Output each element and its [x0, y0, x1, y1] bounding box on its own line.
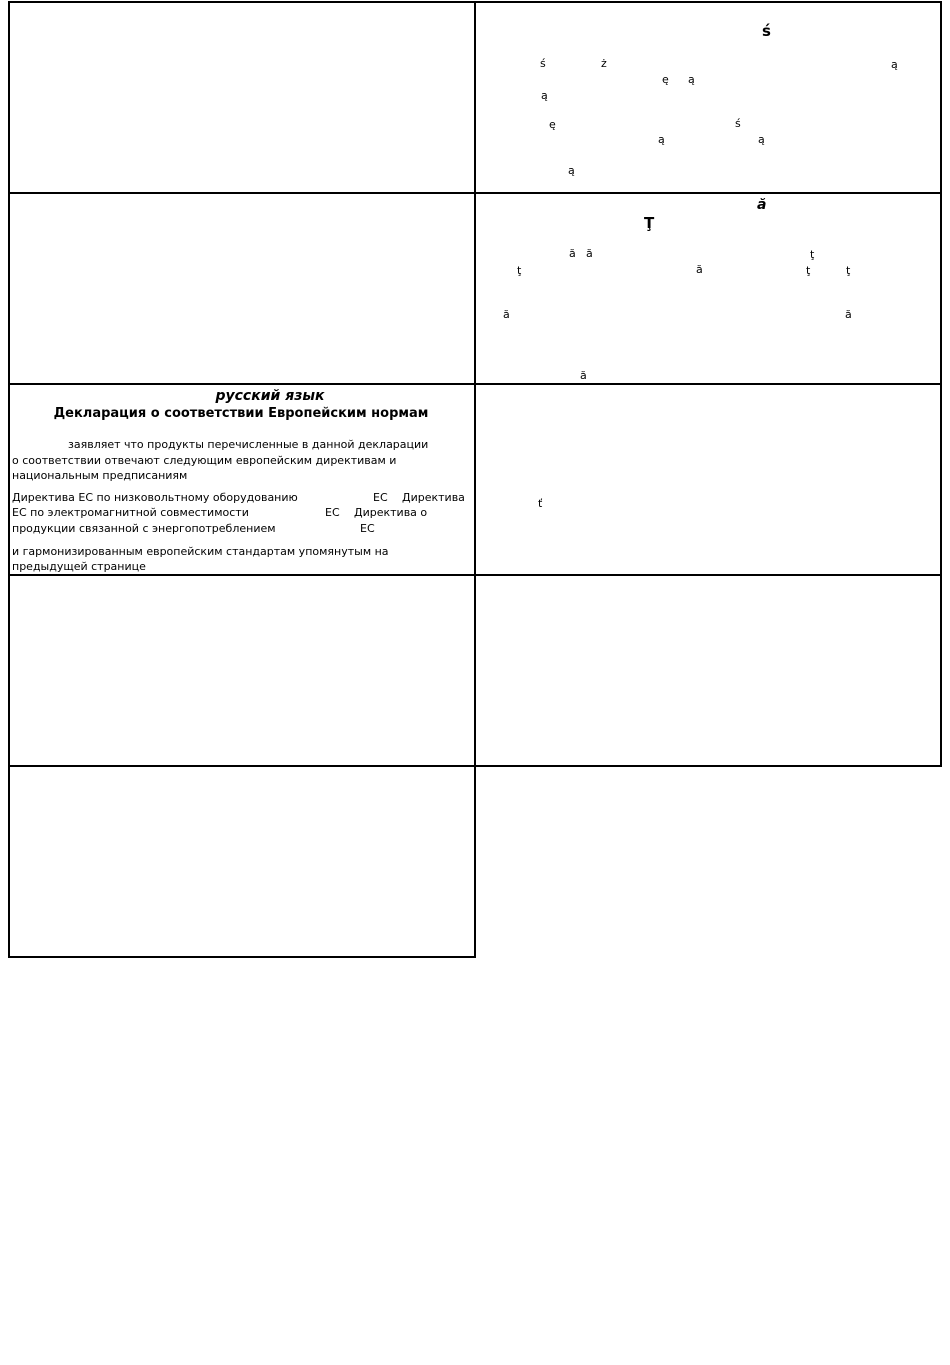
- polish-heading-char: ś: [762, 22, 771, 40]
- polish-char: ą: [688, 73, 695, 86]
- romanian-char: ţ: [810, 248, 815, 261]
- declaration-cell-left-4: [8, 574, 476, 767]
- polish-char: ś: [540, 57, 546, 70]
- polish-char: ę: [662, 73, 669, 86]
- romanian-char: ţ: [806, 264, 811, 277]
- romanian-char: ă: [580, 369, 587, 382]
- russian-directive-line: Директива о: [354, 506, 428, 519]
- declaration-cell-left-1: [8, 1, 476, 194]
- romanian-char: ă: [696, 263, 703, 276]
- romanian-heading-char: ă: [757, 197, 767, 213]
- declaration-cell-left-2: [8, 192, 476, 385]
- romanian-char: ă: [569, 247, 576, 260]
- romanian-char: ţ: [517, 264, 522, 277]
- polish-char: ą: [658, 133, 665, 146]
- romanian-subheading-char: Ţ: [644, 214, 655, 232]
- russian-standards-line: и гармонизированным европейским стандартам упомянутым на: [12, 545, 389, 558]
- russian-paragraph-line: национальным предписаниям: [12, 469, 188, 482]
- polish-char: ą: [541, 89, 548, 102]
- czech-char: ť: [538, 497, 543, 510]
- russian-language-title: русский язык: [215, 388, 325, 404]
- romanian-char: ă: [586, 247, 593, 260]
- polish-char: ą: [568, 164, 575, 177]
- polish-char: ż: [601, 57, 607, 70]
- russian-standards-line: предыдущей странице: [12, 560, 146, 573]
- polish-char: ś: [735, 117, 741, 130]
- polish-char: ą: [891, 58, 898, 71]
- declaration-cell-russian: [8, 383, 476, 576]
- russian-directive-line: Директива ЕС по низковольтному оборудованию: [12, 491, 298, 504]
- declaration-cell-romanian: [474, 192, 942, 385]
- russian-paragraph-line: о соответствии отвечают следующим европейским директивам и: [12, 454, 397, 467]
- russian-paragraph-line: заявляет что продукты перечисленные в данной декларации: [68, 438, 429, 451]
- russian-directive-line: продукции связанной с энергопотреблением: [12, 522, 276, 535]
- russian-directive-line: ЕС по электромагнитной совместимости: [12, 506, 249, 519]
- declaration-cell-left-5: [8, 765, 476, 958]
- declaration-cell-czech: [474, 383, 942, 576]
- russian-directive-code: ЕС: [360, 522, 375, 535]
- russian-directive-line: Директива: [402, 491, 465, 504]
- polish-char: ą: [758, 133, 765, 146]
- declaration-cell-right-4: [474, 574, 942, 767]
- romanian-char: ţ: [846, 264, 851, 277]
- polish-char: ę: [549, 118, 556, 131]
- romanian-char: ă: [503, 308, 510, 321]
- declaration-cell-polish: [474, 1, 942, 194]
- russian-directive-code: ЕС: [373, 491, 388, 504]
- russian-declaration-heading: Декларация о соответствии Европейским нормам: [53, 406, 429, 421]
- romanian-char: ă: [845, 308, 852, 321]
- russian-directive-code: ЕС: [325, 506, 340, 519]
